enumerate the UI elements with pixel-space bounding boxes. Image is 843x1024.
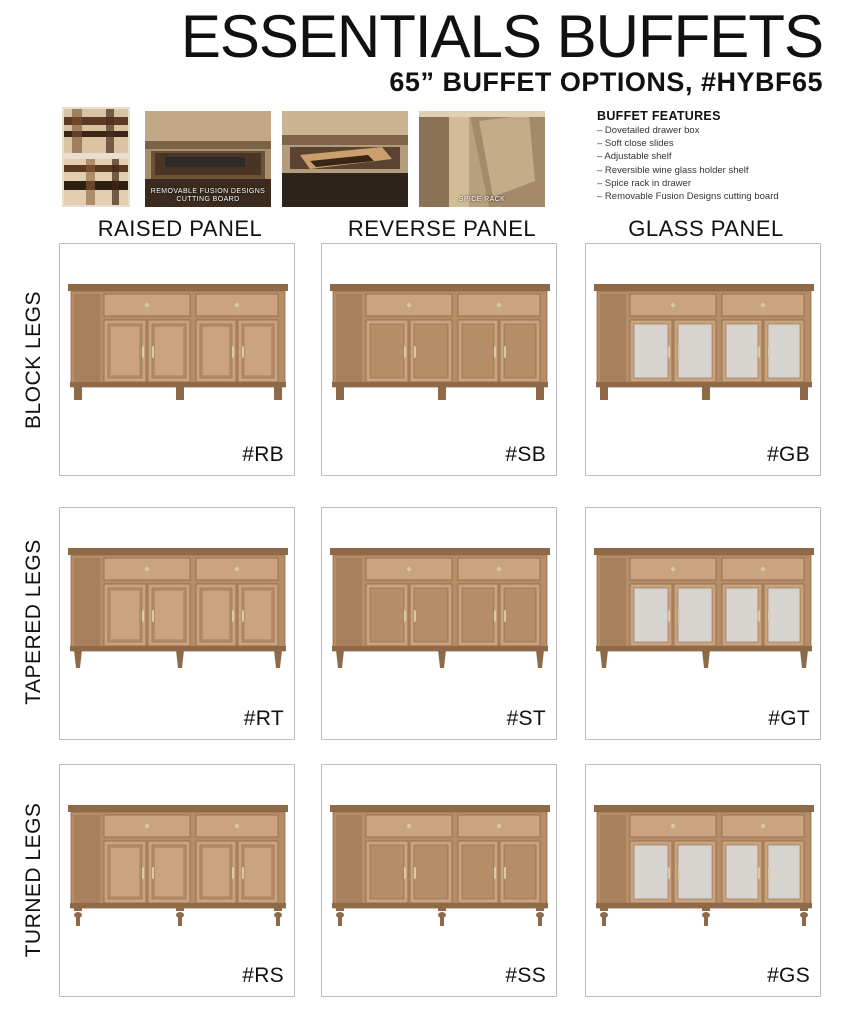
drawer-knob xyxy=(235,824,239,828)
feature-item: – Dovetailed drawer box xyxy=(597,125,700,136)
glass-pane xyxy=(768,324,800,378)
buffet-card xyxy=(585,507,821,740)
door-handle xyxy=(768,867,770,879)
leg xyxy=(702,907,710,911)
door-handle xyxy=(232,346,234,358)
door-handle xyxy=(142,346,144,358)
buffet-body xyxy=(68,548,288,668)
door-handle xyxy=(668,867,670,879)
glass-pane xyxy=(678,324,712,378)
buffet-top xyxy=(594,805,814,812)
buffet-card xyxy=(59,243,295,476)
drawer-knob xyxy=(671,303,675,307)
panel-face xyxy=(155,591,183,639)
door-handle xyxy=(758,346,760,358)
leg xyxy=(176,650,184,668)
side-panel xyxy=(336,815,362,905)
leg xyxy=(336,386,344,400)
reverse-panel xyxy=(370,324,404,378)
buffet-top xyxy=(330,284,550,291)
product-code: #ST xyxy=(506,707,546,730)
door-handle xyxy=(152,346,154,358)
reverse-panel xyxy=(504,588,536,642)
drawer-knob xyxy=(145,303,149,307)
page-title: ESSENTIALS BUFFETS xyxy=(180,3,823,70)
leg xyxy=(336,650,344,668)
drawer-cutting-board-photo xyxy=(145,111,271,207)
buffet-illustration xyxy=(594,797,814,932)
door-handle xyxy=(414,346,416,358)
side-panel xyxy=(336,294,362,384)
leg xyxy=(536,386,544,400)
leg-foot xyxy=(76,917,80,926)
side-panel xyxy=(74,558,100,648)
drawer-knob xyxy=(407,824,411,828)
panel-face xyxy=(203,848,229,896)
reverse-panel xyxy=(462,588,494,642)
leg xyxy=(702,386,710,400)
door-handle xyxy=(242,346,244,358)
door-handle xyxy=(504,610,506,622)
reverse-panel xyxy=(370,588,404,642)
drawer-knob xyxy=(497,824,501,828)
buffet-top xyxy=(330,548,550,555)
feature-item: – Soft close slides xyxy=(597,138,674,150)
side-panel xyxy=(600,294,626,384)
reverse-panel xyxy=(462,845,494,899)
reverse-panel xyxy=(414,324,448,378)
buffet-top xyxy=(594,548,814,555)
spice-rack-photo xyxy=(419,111,545,207)
drawer-knob xyxy=(497,303,501,307)
buffet-body xyxy=(594,548,814,668)
features-list xyxy=(597,109,837,203)
buffet-top xyxy=(68,284,288,291)
drawer-knob xyxy=(235,303,239,307)
door-handle xyxy=(504,346,506,358)
reverse-panel xyxy=(414,588,448,642)
door-handle xyxy=(414,867,416,879)
buffet-body xyxy=(330,805,550,926)
door-handle xyxy=(768,346,770,358)
buffet-card xyxy=(59,764,295,997)
buffet-body xyxy=(594,284,814,400)
glass-pane xyxy=(768,845,800,899)
glass-pane xyxy=(634,588,668,642)
reverse-panel xyxy=(462,324,494,378)
leg xyxy=(74,907,82,911)
glass-pane xyxy=(726,324,758,378)
leg-foot xyxy=(538,917,542,926)
door-handle xyxy=(152,610,154,622)
product-code: #GT xyxy=(768,707,810,730)
buffet-top xyxy=(330,805,550,812)
leg xyxy=(438,907,446,911)
door-handle xyxy=(142,610,144,622)
reverse-panel xyxy=(504,845,536,899)
door-handle xyxy=(404,610,406,622)
row-label: TURNED LEGS xyxy=(22,802,45,958)
buffet-card xyxy=(585,764,821,997)
buffet-illustration xyxy=(68,276,288,411)
glass-pane xyxy=(678,845,712,899)
product-code: #SS xyxy=(505,964,546,987)
leg xyxy=(600,907,608,911)
leg xyxy=(274,386,282,400)
leg xyxy=(800,907,808,911)
thumb-caption: SPICE RACK xyxy=(458,196,506,203)
leg xyxy=(74,650,82,668)
detail-photos xyxy=(62,107,552,207)
page-subtitle: 65” BUFFET OPTIONS, #HYBF65 xyxy=(389,67,823,97)
leg-foot xyxy=(602,917,606,926)
door-handle xyxy=(404,867,406,879)
panel-face xyxy=(245,591,271,639)
product-code: #GS xyxy=(767,964,810,987)
glass-pane xyxy=(768,588,800,642)
door-handle xyxy=(232,867,234,879)
feature-item: – Spice rack in drawer xyxy=(597,177,691,189)
door-handle xyxy=(404,346,406,358)
reverse-panel xyxy=(504,324,536,378)
glass-pane xyxy=(726,845,758,899)
leg xyxy=(74,386,82,400)
door-handle xyxy=(504,867,506,879)
drawer-knob xyxy=(671,567,675,571)
features-heading: BUFFET FEATURES xyxy=(597,109,721,123)
drawer-knob xyxy=(407,567,411,571)
leg-foot xyxy=(440,917,444,926)
buffet-card xyxy=(321,507,557,740)
panel-face xyxy=(245,327,271,375)
panel-face xyxy=(203,327,229,375)
leg xyxy=(176,386,184,400)
drawer-knob xyxy=(671,824,675,828)
buffet-illustration xyxy=(68,540,288,675)
side-panel xyxy=(74,815,100,905)
glass-pane xyxy=(634,845,668,899)
leg xyxy=(600,386,608,400)
drawer-knob xyxy=(145,567,149,571)
reverse-panel xyxy=(370,845,404,899)
buffet-body xyxy=(68,284,288,400)
door-handle xyxy=(152,867,154,879)
drawer-knob xyxy=(407,303,411,307)
leg xyxy=(438,650,446,668)
leg xyxy=(274,907,282,911)
door-handle xyxy=(242,610,244,622)
leg xyxy=(800,650,808,668)
panel-face xyxy=(111,848,139,896)
buffet-top xyxy=(68,805,288,812)
column-header-raised-panel: RAISED PANEL xyxy=(97,216,263,241)
buffet-illustration xyxy=(330,797,550,932)
door-handle xyxy=(494,346,496,358)
buffet-illustration xyxy=(594,540,814,675)
leg-foot xyxy=(704,917,708,926)
panel-face xyxy=(111,327,139,375)
buffet-card xyxy=(321,243,557,476)
panel-face xyxy=(155,327,183,375)
buffet-top xyxy=(68,548,288,555)
glass-pane xyxy=(726,588,758,642)
feature-item: – Removable Fusion Designs cutting board xyxy=(597,191,779,203)
leg-foot xyxy=(178,917,182,926)
buffet-card xyxy=(585,243,821,476)
row-label: BLOCK LEGS xyxy=(22,290,45,430)
buffet-illustration xyxy=(330,276,550,411)
leg xyxy=(176,907,184,911)
door-handle xyxy=(678,867,680,879)
buffet-card xyxy=(321,764,557,997)
side-panel xyxy=(600,815,626,905)
door-handle xyxy=(678,610,680,622)
door-handle xyxy=(758,610,760,622)
drawer-knob xyxy=(145,824,149,828)
door-handle xyxy=(414,610,416,622)
product-code: #GB xyxy=(767,443,810,466)
drawer-knob xyxy=(761,303,765,307)
thumb-caption: REMOVABLE FUSION DESIGNS CUTTING BOARD xyxy=(150,188,266,203)
buffet-card xyxy=(59,507,295,740)
buffet-illustration xyxy=(330,540,550,675)
leg-foot xyxy=(338,917,342,926)
column-header-reverse-panel: REVERSE PANEL xyxy=(347,216,537,241)
product-code: #SB xyxy=(505,443,546,466)
buffet-body xyxy=(68,805,288,926)
column-header-glass-panel: GLASS PANEL xyxy=(628,216,784,241)
leg xyxy=(600,650,608,668)
side-panel xyxy=(600,558,626,648)
glass-pane xyxy=(634,324,668,378)
drawer-knob xyxy=(761,824,765,828)
cutting-board-photo xyxy=(62,107,130,207)
leg xyxy=(800,386,808,400)
buffet-top xyxy=(594,284,814,291)
panel-face xyxy=(203,591,229,639)
feature-item: – Adjustable shelf xyxy=(597,151,672,163)
leg-foot xyxy=(276,917,280,926)
drawer-knob xyxy=(235,567,239,571)
buffet-illustration xyxy=(594,276,814,411)
door-handle xyxy=(758,867,760,879)
product-code: #RS xyxy=(242,964,284,987)
pulled-cutting-board-photo xyxy=(282,111,408,207)
side-panel xyxy=(74,294,100,384)
buffet-body xyxy=(594,805,814,926)
row-label: TAPERED LEGS xyxy=(22,539,45,705)
door-handle xyxy=(668,610,670,622)
door-handle xyxy=(242,867,244,879)
panel-face xyxy=(155,848,183,896)
buffet-body xyxy=(330,548,550,668)
leg xyxy=(702,650,710,668)
leg xyxy=(274,650,282,668)
leg-foot xyxy=(802,917,806,926)
door-handle xyxy=(494,867,496,879)
buffet-illustration xyxy=(68,797,288,932)
glass-pane xyxy=(678,588,712,642)
door-handle xyxy=(668,346,670,358)
door-handle xyxy=(494,610,496,622)
drawer-knob xyxy=(761,567,765,571)
leg xyxy=(536,907,544,911)
leg xyxy=(438,386,446,400)
buffet-body xyxy=(330,284,550,400)
door-handle xyxy=(142,867,144,879)
side-panel xyxy=(336,558,362,648)
feature-item: – Reversible wine glass holder shelf xyxy=(597,164,749,176)
drawer-knob xyxy=(497,567,501,571)
panel-face xyxy=(245,848,271,896)
door-handle xyxy=(232,610,234,622)
panel-face xyxy=(111,591,139,639)
leg xyxy=(536,650,544,668)
leg xyxy=(336,907,344,911)
door-handle xyxy=(768,610,770,622)
product-code: #RT xyxy=(243,707,284,730)
product-code: #RB xyxy=(242,443,284,466)
door-handle xyxy=(678,346,680,358)
reverse-panel xyxy=(414,845,448,899)
